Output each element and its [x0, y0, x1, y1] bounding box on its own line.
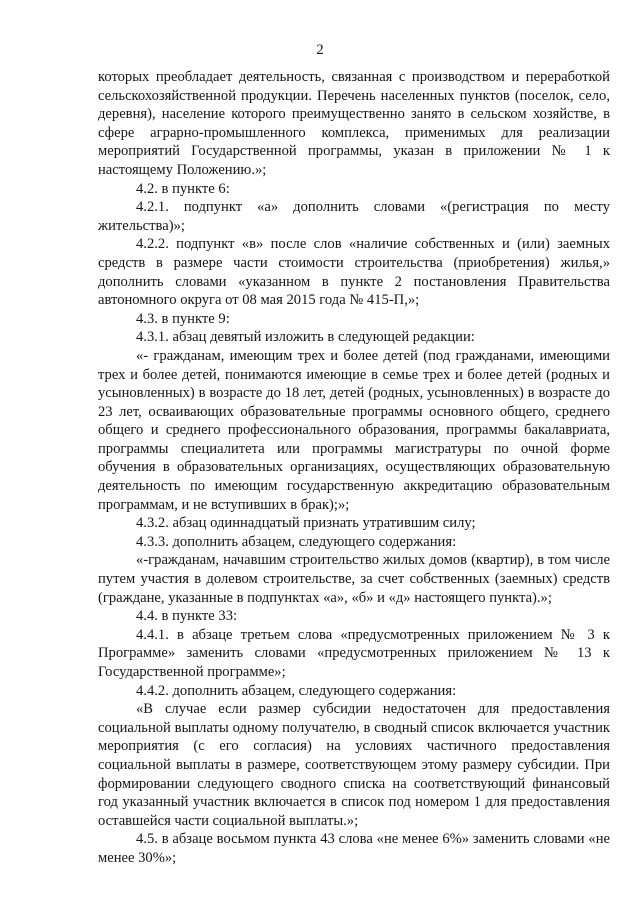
paragraph: «-гражданам, начавшим строительство жилых домов (квартир), в том числе путем участия в долевом строительстве, за счет собственных (заемных) средств (граждане, указанные в подпунктах «а», «б» и «д» настоящего пункта).»; — [98, 552, 610, 606]
paragraph: 4.4. в пункте 33: — [136, 608, 238, 625]
paragraph: 4.2.2. подпункт «в» после слов «наличие собственных и (или) заемных средств в размере части стоимости строительства (приобретения) жилья,» дополнить словами «указанном в пункте 2 постановления Правительства автономного округа от 08 мая 2015 года № 415-П,»; — [98, 236, 610, 309]
paragraph: 4.3.1. абзац девятый изложить в следующей редакции: — [136, 329, 475, 346]
paragraph: 4.3. в пункте 9: — [136, 310, 230, 327]
document-body — [98, 68, 610, 868]
paragraph: 4.3.2. абзац одиннадцатый признать утратившим силу; — [136, 515, 476, 532]
page-number: 2 — [316, 42, 324, 58]
paragraph: 4.2.1. подпункт «а» дополнить словами «(регистрация по месту жительства)»; — [98, 199, 610, 234]
paragraph: «В случае если размер субсидии недостаточен для предоставления социальной выплаты одному получателю, в сводный список включается участник мероприятия (с его согласия) на условиях частичного предоставления социальной выплаты в размере, соответствующем этому размеру субсидии. При формировании следующего сводного списка на соответствующий финансовый год указанный участник включается в список под номером 1 для предоставления оставшейся части социальной выплаты.»; — [98, 701, 610, 829]
paragraph: 4.5. в абзаце восьмом пункта 43 слова «не менее 6%» заменить словами «не менее 30%»; — [98, 831, 610, 866]
paragraph: которых преобладает деятельность, связанная с производством и переработкой сельскохозяйственной продукции. Перечень населенных пунктов (поселок, село, деревня), население которого преимущественно занято в сельском хозяйстве, в сфере аграрно-промышленного комплекса, применимых для реализации мероприятий Государственной программы, указан в приложении № 1 к настоящему Положению.»; — [98, 69, 610, 178]
paragraph: «- гражданам, имеющим трех и более детей (под гражданами, имеющими трех и более детей, понимаются имеющие в семье трех и более детей (родных и усыновленных) в возрасте до 18 лет, детей (родных, усыновленных) в возрасте до 23 лет, осваивающих образовательные программы основного общего, среднего общего и среднего профессионального образования, программы бакалавриата, программы специалитета или программы магистратуры по очной форме обучения в образовательных организациях, осуществляющих образовательную деятельность по имеющим государственную аккредитацию образовательным программам, и не вступивших в брак);»; — [98, 347, 610, 513]
paragraph: 4.3.3. дополнить абзацем, следующего содержания: — [136, 533, 457, 550]
paragraph: 4.4.1. в абзаце третьем слова «предусмотренных приложением № 3 к Программе» заменить словами «предусмотренных приложением № 13 к Государственной программе»; — [98, 626, 610, 680]
paragraph: 4.2. в пункте 6: — [136, 180, 230, 197]
paragraph: 4.4.2. дополнить абзацем, следующего содержания: — [136, 682, 457, 699]
